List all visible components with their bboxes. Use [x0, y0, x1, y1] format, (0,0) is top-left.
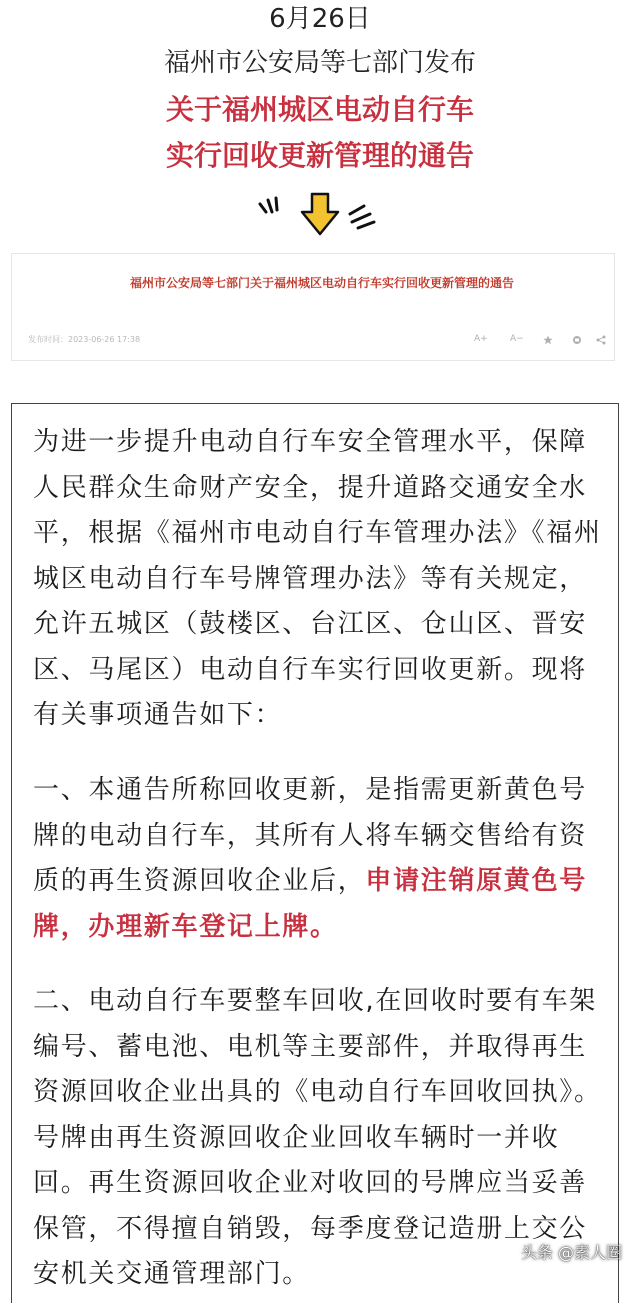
item-1-text: 一、本通告所称回收更新，是指需更新黄色号牌的电动自行车，其所有人将车辆交售给有资质的再生资源回收企业后， — [33, 775, 588, 896]
down-arrow-icon — [302, 194, 338, 234]
paragraph-item-1 — [33, 768, 607, 950]
notice-content-box — [11, 403, 619, 1303]
print-icon[interactable] — [572, 335, 582, 345]
item-1-highlight: 申请注销原黄色号牌，办理新车登记上牌。 — [33, 866, 588, 942]
font-decrease-button[interactable]: A− — [510, 334, 524, 344]
date-heading: 6月26日 — [269, 4, 371, 34]
notice-preview-card[interactable] — [11, 253, 615, 361]
right-sparkle-icon — [350, 206, 374, 228]
font-increase-button[interactable]: A+ — [474, 334, 488, 344]
share-icon[interactable] — [596, 335, 606, 345]
paragraph-item-2: 二、电动自行车要整车回收,在回收时要有车架编号、蓄电池、电机等主要部件，并取得再生资源回收企业出具的《电动自行车回收回执》。号牌由再生资源回收企业回收车辆时一并收回。再生资源回收企业对收回的号牌应当妥善保管，不得擅自销毁，每季度登记造册上交公安机关交通管理部门。 — [33, 986, 602, 1289]
down-arrow-decoration — [250, 190, 390, 242]
card-title: 福州市公安局等七部门关于福州城区电动自行车实行回收更新管理的通告 — [129, 276, 514, 290]
star-icon[interactable] — [543, 335, 553, 345]
paragraph-intro: 为进一步提升电动自行车安全管理水平，保障人民群众生命财产安全，提升道路交通安全水平，根据《福州市电动自行车管理办法》《福州城区电动自行车号牌管理办法》等有关规定，允许五城区（鼓楼区、台江区、仓山区、晋安区、马尾区）电动自行车实行回收更新。现将有关事项通告如下： — [33, 427, 602, 730]
watermark: 头条 @素人圈 — [520, 1243, 622, 1262]
notice-title-line2: 实行回收更新管理的通告 — [165, 139, 474, 172]
publish-date: 发布时间：2023-06-26 17:38 — [28, 335, 141, 344]
notice-title-line1: 关于福州城区电动自行车 — [165, 93, 474, 126]
publisher-heading: 福州市公安局等七部门发布 — [163, 48, 476, 78]
left-sparkle-icon — [260, 198, 277, 212]
